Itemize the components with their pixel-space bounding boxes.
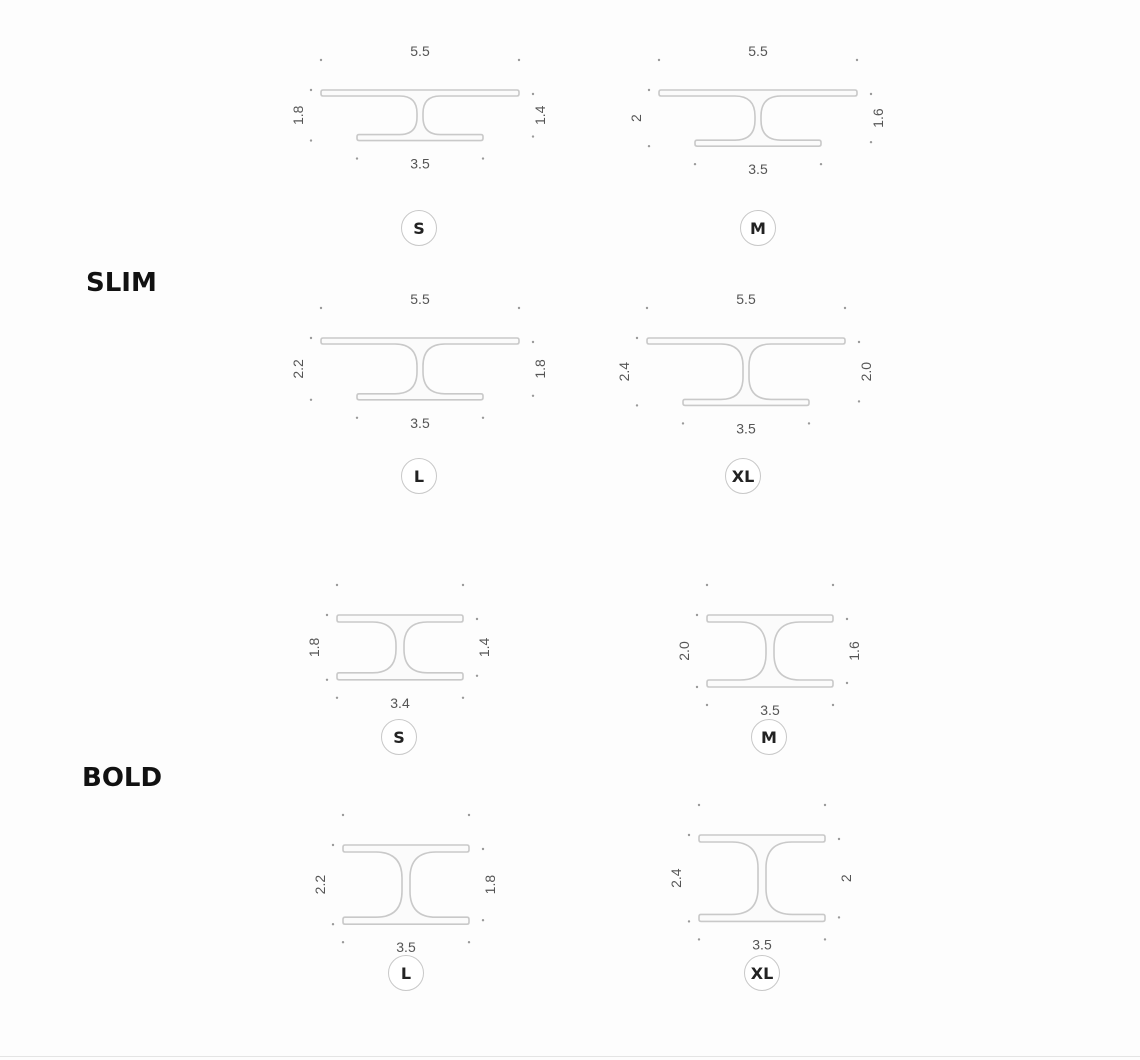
dimension-tick — [844, 307, 846, 309]
dimension-tick — [698, 804, 700, 806]
dim-left-height: 1.8 — [306, 637, 322, 658]
dim-left-height: 1.8 — [290, 105, 306, 126]
dim-bottom-width: 3.5 — [410, 414, 430, 431]
dimension-tick — [646, 307, 648, 309]
dimension-tick — [332, 844, 334, 846]
dimension-tick — [694, 163, 696, 165]
dimension-tick — [476, 675, 478, 677]
dimension-tick — [838, 916, 840, 918]
i-beam-outline — [343, 845, 469, 924]
size-badge-bold-m[interactable]: M — [751, 719, 787, 755]
dimension-tick — [696, 686, 698, 688]
dimension-tick — [468, 941, 470, 943]
i-beam-outline — [337, 615, 463, 680]
dimension-tick — [462, 584, 464, 586]
dimension-tick — [870, 141, 872, 143]
dimension-tick — [832, 704, 834, 706]
dimension-tick — [356, 157, 358, 159]
dimension-tick — [532, 135, 534, 137]
dimension-tick — [858, 400, 860, 402]
size-badge-bold-xl[interactable]: XL — [744, 955, 780, 991]
dimension-tick — [870, 93, 872, 95]
i-beam-outline — [707, 615, 833, 687]
i-beam-outline — [659, 90, 857, 146]
dimension-tick — [310, 399, 312, 401]
dimension-tick — [824, 938, 826, 940]
dimension-tick — [698, 938, 700, 940]
size-badge-slim-s[interactable]: S — [401, 210, 437, 246]
dim-right-height: 2.0 — [858, 361, 874, 382]
dim-right-height: 1.4 — [476, 637, 492, 658]
section-title-slim: SLIM — [86, 268, 157, 298]
dimension-tick — [482, 417, 484, 419]
dim-right-height: 1.4 — [532, 105, 548, 126]
dimension-tick — [648, 89, 650, 91]
size-badge-bold-l[interactable]: L — [388, 955, 424, 991]
dim-bottom-width: 3.5 — [396, 939, 416, 956]
dim-bottom-width: 3.5 — [410, 155, 430, 172]
i-beam-outline — [699, 835, 825, 921]
dimension-tick — [682, 422, 684, 424]
dimension-tick — [846, 682, 848, 684]
i-beam-outline — [321, 90, 519, 141]
dim-bottom-width: 3.5 — [752, 936, 772, 953]
dim-left-height: 2.0 — [676, 641, 692, 661]
dim-left-height: 2.2 — [290, 359, 306, 379]
i-beam-outline — [321, 338, 519, 400]
dimension-tick — [658, 59, 660, 61]
size-badge-slim-l[interactable]: L — [401, 458, 437, 494]
dimension-tick — [518, 307, 520, 309]
dim-top-width: 5.5 — [410, 291, 430, 307]
dimension-tick — [706, 584, 708, 586]
dimension-tick — [310, 139, 312, 141]
dimension-tick — [482, 919, 484, 921]
dimension-tick — [342, 814, 344, 816]
dimension-tick — [858, 341, 860, 343]
dimension-tick — [326, 679, 328, 681]
dimension-tick — [688, 834, 690, 836]
dimension-tick — [696, 614, 698, 616]
dim-right-height: 1.6 — [846, 641, 862, 661]
dimension-tick — [856, 59, 858, 61]
dimension-tick — [476, 618, 478, 620]
dimension-tick — [482, 157, 484, 159]
dimension-tick — [824, 804, 826, 806]
dimension-tick — [532, 395, 534, 397]
dimension-tick — [808, 422, 810, 424]
size-badge-slim-m[interactable]: M — [740, 210, 776, 246]
dimension-tick — [320, 307, 322, 309]
dim-top-width: 5.5 — [410, 43, 430, 59]
dim-left-height: 2.2 — [312, 874, 328, 895]
bottom-divider — [0, 1056, 1140, 1057]
dimension-tick — [532, 341, 534, 343]
dimension-tick — [342, 941, 344, 943]
dimension-tick — [532, 93, 534, 95]
size-badge-slim-xl[interactable]: XL — [725, 458, 761, 494]
dimension-tick — [356, 417, 358, 419]
dimension-tick — [820, 163, 822, 165]
dimension-tick — [688, 920, 690, 922]
dimension-tick — [846, 618, 848, 620]
dimension-tick — [336, 697, 338, 699]
dimension-tick — [468, 814, 470, 816]
dimension-tick — [320, 59, 322, 61]
dimension-tick — [462, 697, 464, 699]
dim-bottom-width: 3.4 — [390, 694, 410, 711]
i-beam-outline — [647, 338, 845, 405]
dim-bottom-width: 3.5 — [748, 161, 768, 178]
dim-right-height: 1.8 — [532, 359, 548, 379]
section-title-bold: BOLD — [82, 763, 163, 793]
dim-top-width: 5.5 — [736, 291, 756, 307]
dimension-tick — [636, 337, 638, 339]
dim-right-height: 2 — [838, 874, 854, 883]
dimension-tick — [838, 838, 840, 840]
dimension-tick — [482, 848, 484, 850]
size-badge-bold-s[interactable]: S — [381, 719, 417, 755]
dim-left-height: 2.4 — [616, 361, 632, 382]
dimension-tick — [518, 59, 520, 61]
dim-right-height: 1.6 — [870, 108, 886, 128]
dimension-tick — [310, 89, 312, 91]
dimension-tick — [332, 923, 334, 925]
dimension-tick — [648, 145, 650, 147]
dimension-tick — [636, 404, 638, 406]
dim-bottom-width: 3.5 — [760, 702, 780, 718]
dimension-tick — [706, 704, 708, 706]
dim-right-height: 1.8 — [482, 874, 498, 895]
dimension-tick — [310, 337, 312, 339]
dim-left-height: 2.4 — [668, 868, 684, 888]
dim-bottom-width: 3.5 — [736, 420, 756, 437]
dim-top-width: 5.5 — [748, 43, 768, 59]
dimension-tick — [336, 584, 338, 586]
dimension-tick — [326, 614, 328, 616]
dim-left-height: 2 — [628, 114, 644, 122]
dimension-tick — [832, 584, 834, 586]
